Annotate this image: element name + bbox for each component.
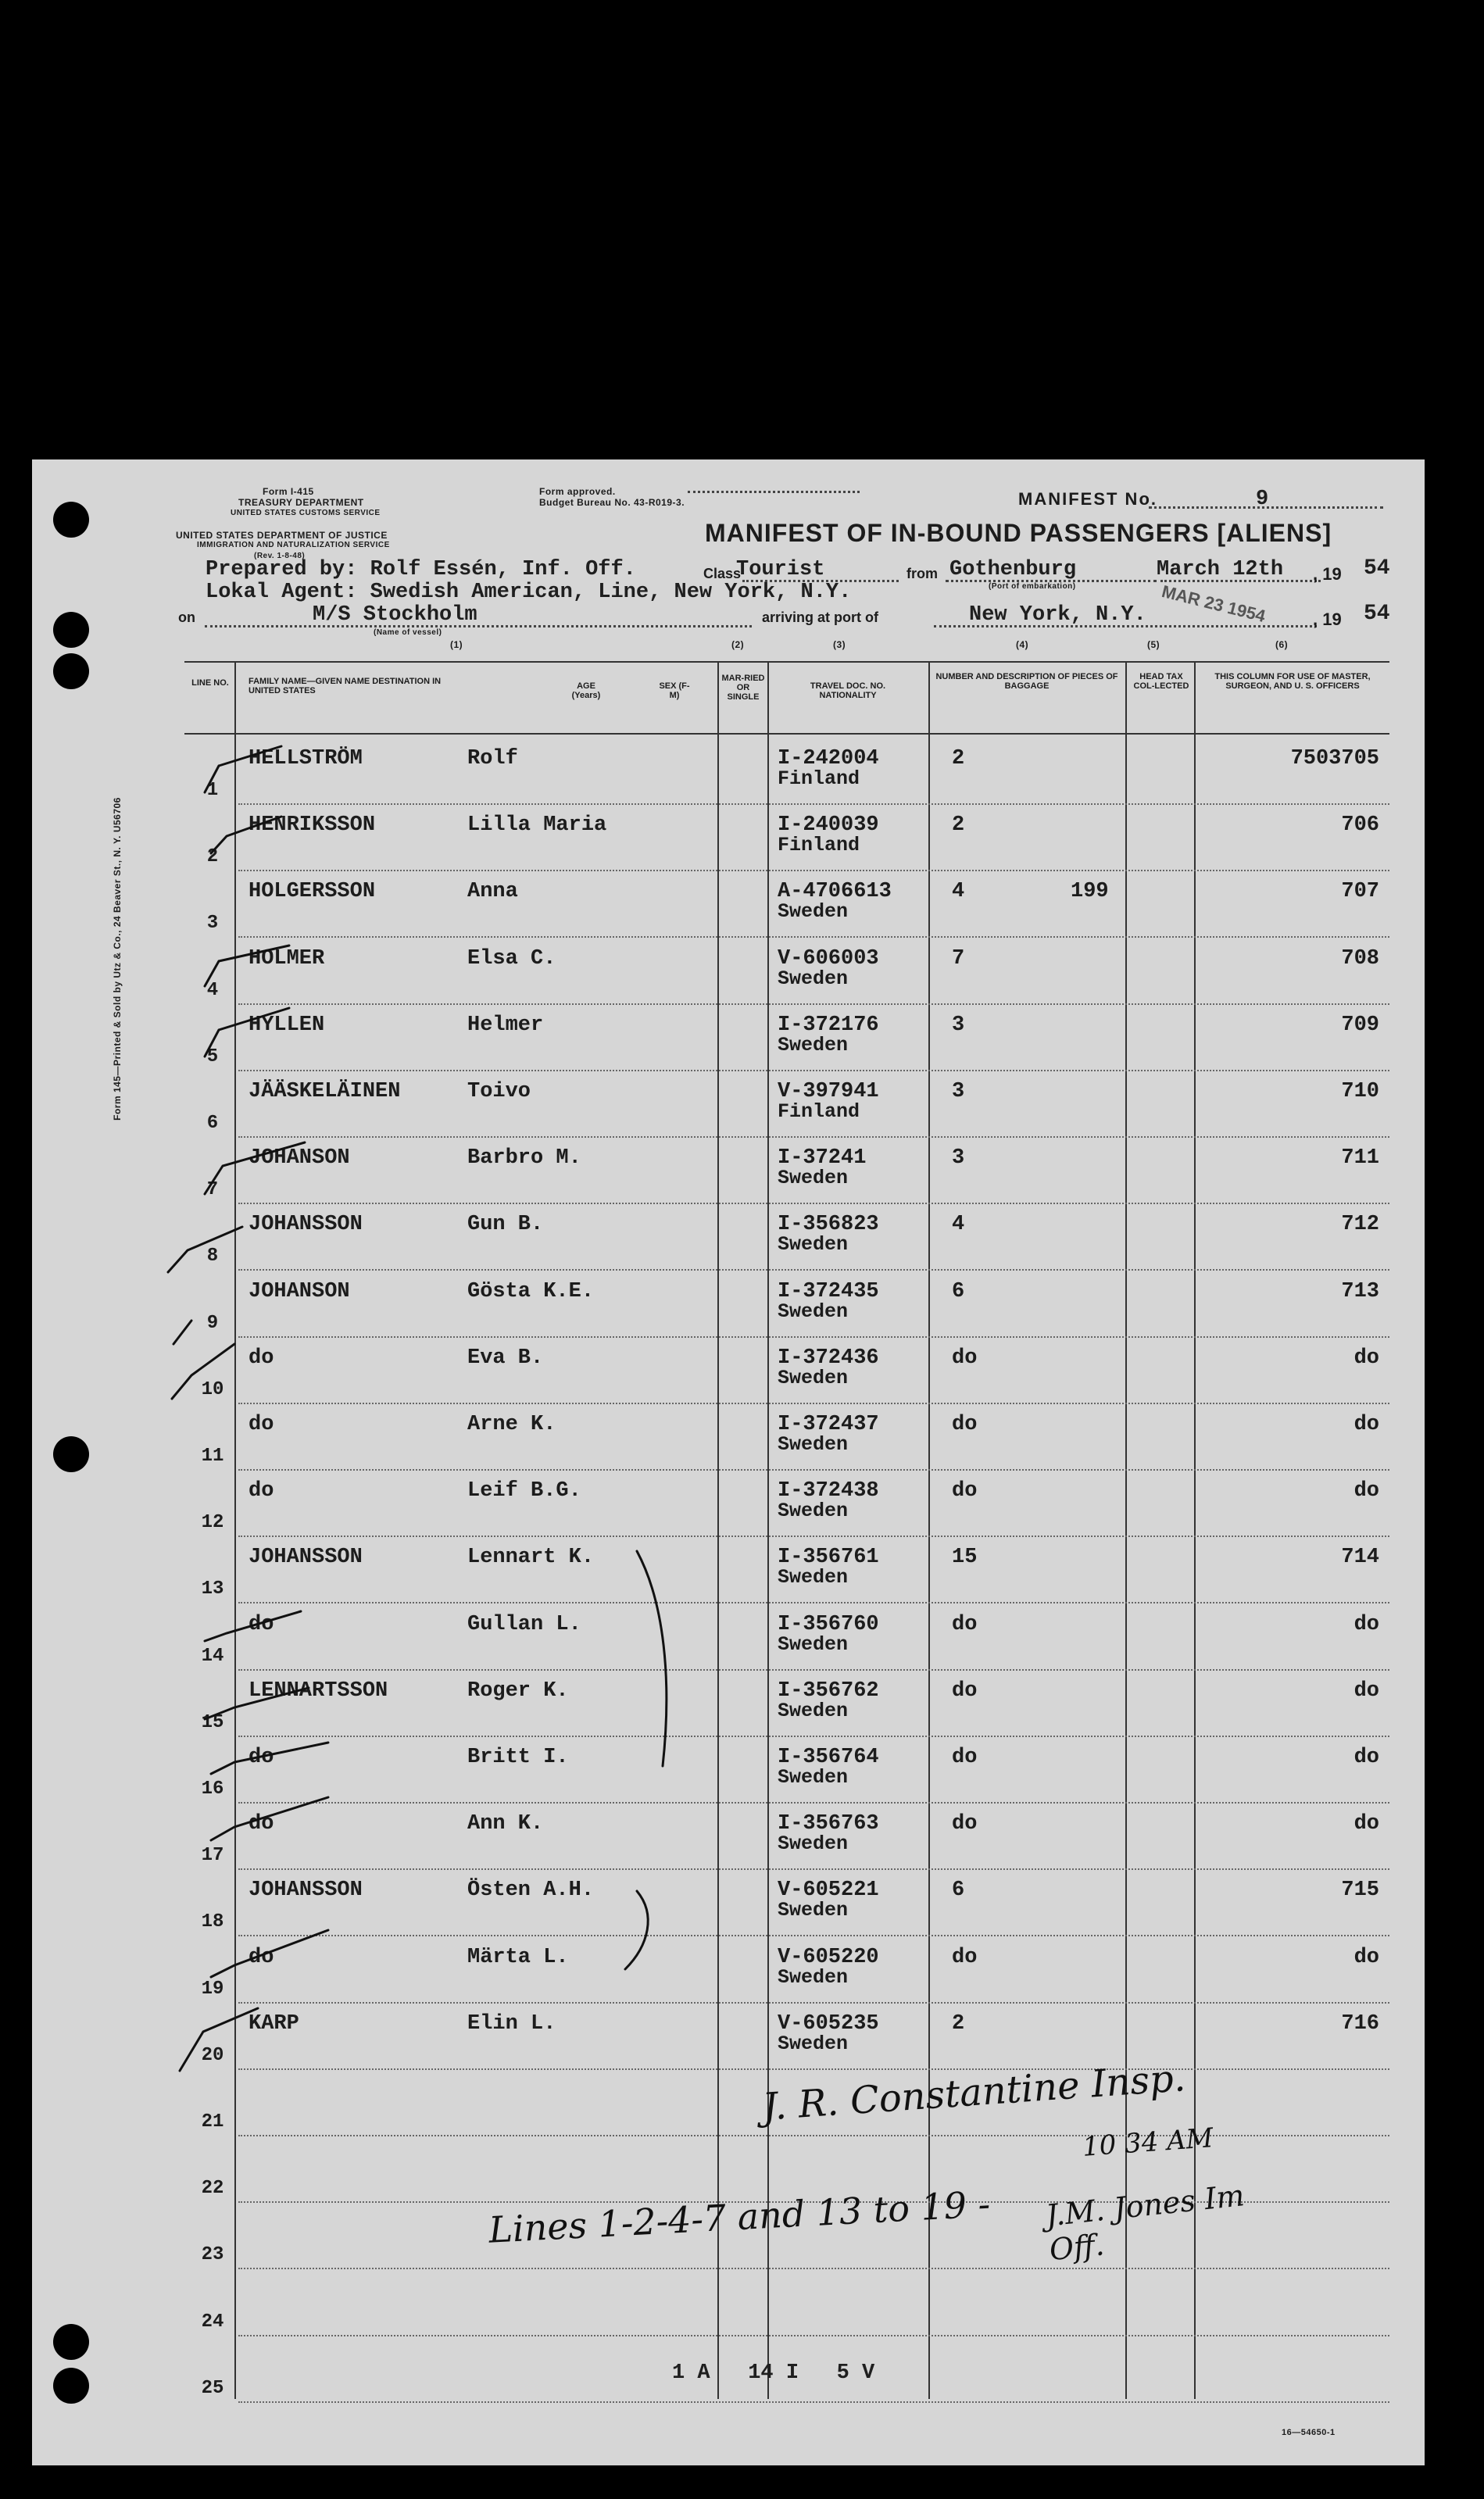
officer-number: do [1353, 1346, 1379, 1370]
col-header-line: LINE NO. [191, 678, 229, 688]
col-divider-line [234, 661, 236, 2399]
col-header-baggage: NUMBER AND DESCRIPTION OF PIECES OF BAGGAGE [935, 672, 1118, 691]
manifest-number: 9 [1256, 488, 1269, 511]
line-number: 22 [201, 2178, 224, 2200]
nationality: Sweden [778, 1832, 849, 1856]
footer-code: 16—54650-1 [1282, 2428, 1336, 2437]
line-number: 19 [201, 1978, 224, 2000]
nationality: Sweden [778, 1965, 849, 1989]
travel-doc-no: V-397941 [778, 1080, 879, 1103]
given-name: Leif B.G. [467, 1479, 581, 1503]
embark-year: 54 [1364, 556, 1390, 581]
customs-service: UNITED STATES CUSTOMS SERVICE [231, 509, 381, 517]
vessel-name: M/S Stockholm [313, 603, 477, 627]
nationality: Sweden [778, 900, 849, 924]
travel-doc-no: V-605221 [778, 1879, 879, 1903]
embark-date: March 12th [1157, 558, 1284, 581]
nationality: Sweden [778, 1033, 849, 1056]
nationality: Sweden [778, 2032, 849, 2055]
row-rule [238, 1935, 1389, 1936]
vessel-caption: (Name of vessel) [374, 628, 442, 637]
inspector-signature: J. R. Constantine Insp. [760, 2056, 1187, 2129]
nationality: Sweden [778, 1699, 849, 1722]
line-number: 15 [201, 1711, 224, 1733]
table-header-rule [184, 733, 1389, 735]
baggage-count: 2 [952, 2011, 965, 2036]
col-num-5: (5) [1147, 639, 1160, 650]
col-header-sex: SEX (F-M) [659, 681, 690, 700]
punch-hole [53, 502, 89, 538]
officer-number: 712 [1341, 1213, 1379, 1237]
given-name: Lennart K. [467, 1546, 595, 1570]
line-number: 17 [201, 1845, 224, 1867]
officer-initials: J.M. Jones Im Off. [1044, 2178, 1246, 2268]
travel-doc-no: V-605235 [778, 2011, 879, 2036]
punch-hole [53, 1436, 89, 1472]
family-name: LENNARTSSON [249, 1679, 388, 1703]
line-number: 6 [206, 1113, 219, 1134]
given-name: Elsa C. [467, 946, 556, 971]
line-number: 9 [206, 1312, 219, 1334]
printer-side-text: Form 145—Printed & Sold by Utz & Co., 24 Beaver St., N. Y. U56706 [112, 797, 123, 1121]
baggage-count: 2 [952, 747, 965, 770]
line-number: 8 [206, 1246, 219, 1267]
officer-number: do [1353, 1679, 1379, 1703]
row-rule [238, 1669, 1389, 1671]
officer-number: do [1353, 1945, 1379, 1969]
row-rule [238, 1802, 1389, 1804]
given-name: Helmer [467, 1013, 544, 1037]
baggage-count: 4 [952, 880, 965, 904]
officer-number: 707 [1341, 880, 1379, 904]
given-name: Arne K. [467, 1413, 556, 1436]
col-header-age: AGE (Years) [571, 681, 601, 700]
revision: (Rev. 1-8-48) [254, 552, 306, 560]
family-name: JOHANSON [249, 1279, 350, 1303]
row-rule [238, 1003, 1389, 1005]
row-rule [238, 1469, 1389, 1471]
baggage-count: 2 [952, 813, 965, 838]
line-number: 3 [206, 913, 219, 935]
row-rule [238, 2068, 1389, 2070]
col-header-married: MAR-RIED OR SINGLE [721, 674, 765, 702]
family-name: do [249, 1812, 274, 1836]
family-name: do [249, 1746, 274, 1769]
baggage-count: 6 [952, 1879, 965, 1903]
on-label: on [178, 610, 195, 625]
given-name: Märta L. [467, 1945, 569, 1969]
row-rule [238, 1602, 1389, 1603]
given-name: Ann K. [467, 1812, 544, 1836]
col-divider-married [717, 661, 719, 2399]
row-rule [238, 2335, 1389, 2336]
travel-doc-no: I-37241 [778, 1146, 867, 1171]
nationality: Sweden [778, 1500, 849, 1523]
punch-hole [53, 612, 89, 648]
manifest-title: MANIFEST OF IN-BOUND PASSENGERS [ALIENS] [705, 519, 1332, 547]
given-name: Gösta K.E. [467, 1279, 595, 1303]
officer-number: do [1353, 1413, 1379, 1436]
family-name: do [249, 1346, 274, 1370]
travel-doc-no: V-605220 [778, 1945, 879, 1969]
travel-doc-no: I-356760 [778, 1612, 879, 1636]
baggage-count: 3 [952, 1080, 965, 1103]
col-header-name: FAMILY NAME—GIVEN NAME DESTINATION IN UNITED STATES [249, 677, 442, 695]
arriving-label: arriving at port of [762, 610, 879, 625]
row-rule [238, 1336, 1389, 1338]
vessel-line [205, 625, 752, 627]
travel-doc-no: I-242004 [778, 747, 879, 770]
family-name: HOLGERSSON [249, 880, 376, 904]
budget-underline [688, 491, 860, 493]
family-name: do [249, 1612, 274, 1636]
nationality: Sweden [778, 1233, 849, 1257]
form-number: Form I-415 [263, 486, 314, 497]
line-number: 20 [201, 2044, 224, 2066]
family-name: KARP [249, 2011, 299, 2036]
line-number: 11 [201, 1446, 224, 1467]
nationality: Finland [778, 834, 860, 857]
travel-doc-no: A-4706613 [778, 880, 892, 904]
given-name: Anna [467, 880, 518, 904]
treasury-dept: TREASURY DEPARTMENT [238, 497, 364, 508]
budget-bureau: Budget Bureau No. 43-R019-3. [539, 497, 685, 508]
baggage-count: do [952, 1413, 978, 1436]
travel-doc-no: I-356762 [778, 1679, 879, 1703]
line-number: 10 [201, 1378, 224, 1400]
family-name: JOHANSSON [249, 1213, 363, 1237]
travel-doc-no: I-372435 [778, 1279, 879, 1303]
inspection-time: 10 34 AM [1081, 2122, 1214, 2163]
travel-doc-no: V-606003 [778, 946, 879, 971]
given-name: Gullan L. [467, 1612, 581, 1636]
baggage-count: 7 [952, 946, 965, 971]
officer-number: 713 [1341, 1279, 1379, 1303]
baggage-count: 15 [952, 1546, 978, 1570]
row-rule [238, 1736, 1389, 1737]
given-name: Gun B. [467, 1213, 544, 1237]
family-name: do [249, 1945, 274, 1969]
line-number: 2 [206, 846, 219, 868]
col-num-2: (2) [731, 639, 745, 650]
row-rule [238, 936, 1389, 938]
family-name: do [249, 1479, 274, 1503]
row-rule [238, 1403, 1389, 1404]
port-caption: (Port of embarkation) [989, 582, 1076, 591]
nationality: Sweden [778, 1566, 849, 1589]
given-name: Östen A.H. [467, 1879, 595, 1903]
nationality: Finland [778, 1100, 860, 1123]
baggage-count: do [952, 1346, 978, 1370]
row-rule [238, 870, 1389, 871]
nationality: Finland [778, 767, 860, 790]
officer-number: 715 [1341, 1879, 1379, 1903]
travel-doc-no: I-356763 [778, 1812, 879, 1836]
baggage-count: 4 [952, 1213, 965, 1237]
col-num-1: (1) [450, 639, 463, 650]
from-label: from [906, 566, 938, 581]
row-rule [238, 2002, 1389, 2004]
travel-doc-no: I-372176 [778, 1013, 879, 1037]
baggage-count: do [952, 1945, 978, 1969]
travel-doc-no: I-356764 [778, 1746, 879, 1769]
line-number: 24 [201, 2311, 224, 2333]
line-number: 18 [201, 1911, 224, 1933]
family-name: JÄÄSKELÄINEN [249, 1080, 401, 1103]
row-rule [238, 1868, 1389, 1870]
family-name: JOHANSON [249, 1146, 350, 1171]
baggage-count: 3 [952, 1013, 965, 1037]
family-name: do [249, 1413, 274, 1436]
baggage-count: do [952, 1479, 978, 1503]
officer-number: 709 [1341, 1013, 1379, 1037]
line-number: 25 [201, 2377, 224, 2399]
line-agent: Lokal Agent: Swedish American, Line, New York, N.Y. [206, 581, 852, 604]
line-number: 16 [201, 1779, 224, 1800]
form-approved: Form approved. [539, 486, 616, 497]
baggage-count: do [952, 1746, 978, 1769]
nationality: Sweden [778, 1632, 849, 1656]
given-name: Britt I. [467, 1746, 569, 1769]
col-divider-baggage [928, 661, 930, 2399]
row-rule [238, 1536, 1389, 1537]
nationality: Sweden [778, 1766, 849, 1789]
baggage-mark: 199 [1071, 880, 1109, 904]
baggage-count: do [952, 1679, 978, 1703]
baggage-count: 3 [952, 1146, 965, 1171]
punch-hole [53, 2368, 89, 2404]
col-header-use: THIS COLUMN FOR USE OF MASTER, SURGEON, AND U. S. OFFICERS [1214, 672, 1371, 691]
nationality: Sweden [778, 1899, 849, 1922]
baggage-count: do [952, 1612, 978, 1636]
col-header-tax: HEAD TAX COL-LECTED [1133, 672, 1189, 691]
travel-doc-no: I-372437 [778, 1413, 879, 1436]
line-number: 13 [201, 1578, 224, 1600]
line-number: 21 [201, 2111, 224, 2133]
given-name: Elin L. [467, 2011, 556, 2036]
table-top-rule [184, 661, 1389, 663]
nationality: Sweden [778, 1300, 849, 1323]
arrival-port: New York, N.Y. [969, 603, 1146, 627]
officer-number: 706 [1341, 813, 1379, 838]
given-name: Lilla Maria [467, 813, 607, 838]
row-rule [238, 2268, 1389, 2269]
arrival-year-prefix: , 19 [1313, 610, 1342, 629]
given-name: Roger K. [467, 1679, 569, 1703]
nationality: Sweden [778, 1433, 849, 1456]
col-divider-doc [767, 661, 769, 2399]
baggage-count: 6 [952, 1279, 965, 1303]
officer-number: do [1353, 1812, 1379, 1836]
col-header-doc: TRAVEL DOC. NO. NATIONALITY [810, 681, 886, 700]
officer-number: 710 [1341, 1080, 1379, 1103]
line-number: 1 [206, 780, 219, 801]
prepared-by: Prepared by: Rolf Essén, Inf. Off. [206, 558, 636, 581]
officer-number: do [1353, 1479, 1379, 1503]
col-num-6: (6) [1275, 639, 1289, 650]
row-rule [238, 1070, 1389, 1071]
family-name: HELLSTRÖM [249, 747, 363, 770]
given-name: Eva B. [467, 1346, 544, 1370]
family-name: JOHANSSON [249, 1546, 363, 1570]
travel-doc-no: I-372436 [778, 1346, 879, 1370]
nationality: Sweden [778, 1167, 849, 1190]
family-name: HENRIKSSON [249, 813, 376, 838]
row-rule [238, 1203, 1389, 1204]
officer-number: do [1353, 1746, 1379, 1769]
officer-number: 716 [1341, 2011, 1379, 2036]
punch-hole [53, 653, 89, 689]
officer-number: 714 [1341, 1546, 1379, 1570]
travel-doc-no: I-356823 [778, 1213, 879, 1237]
officer-number: 711 [1341, 1146, 1379, 1171]
line-number: 12 [201, 1512, 224, 1534]
line-number: 4 [206, 979, 219, 1001]
class-value: Tourist [736, 558, 825, 581]
class-label: Class [703, 566, 742, 581]
row-rule [238, 1269, 1389, 1271]
ins-service: IMMIGRATION AND NATURALIZATION SERVICE [197, 541, 390, 549]
travel-doc-no: I-356761 [778, 1546, 879, 1570]
given-name: Rolf [467, 747, 518, 770]
line-number: 14 [201, 1645, 224, 1667]
line-number: 5 [206, 1046, 219, 1067]
officer-number: 708 [1341, 946, 1379, 971]
travel-doc-no: I-372438 [778, 1479, 879, 1503]
line-number: 7 [206, 1179, 219, 1201]
year-prefix: , 19 [1313, 564, 1342, 584]
family-name: JOHANSSON [249, 1879, 363, 1903]
col-num-3: (3) [833, 639, 846, 650]
punch-hole [53, 2324, 89, 2360]
lines-note: Lines 1-2-4-7 and 13 to 19 - [488, 2183, 992, 2251]
arrival-date-stamp: MAR 23 1954 [1160, 581, 1268, 627]
given-name: Toivo [467, 1080, 531, 1103]
summary-totals: 1 A 14 I 5 V [672, 2361, 875, 2385]
nationality: Sweden [778, 967, 849, 990]
row-rule [238, 803, 1389, 805]
officer-number: 7503705 [1290, 747, 1379, 770]
nationality: Sweden [778, 1366, 849, 1389]
manifest-number-label: MANIFEST No. [1018, 489, 1157, 509]
arrival-year: 54 [1364, 602, 1390, 626]
port-of-embarkation: Gothenburg [949, 558, 1077, 581]
row-rule [238, 2401, 1389, 2403]
line-number: 23 [201, 2244, 224, 2266]
family-name: HOLMER [249, 946, 325, 971]
travel-doc-no: I-240039 [778, 813, 879, 838]
row-rule [238, 1136, 1389, 1138]
col-num-4: (4) [1016, 639, 1029, 650]
baggage-count: do [952, 1812, 978, 1836]
family-name: HYLLEN [249, 1013, 325, 1037]
justice-dept: UNITED STATES DEPARTMENT OF JUSTICE [176, 530, 388, 541]
row-rule [238, 2135, 1389, 2136]
given-name: Barbro M. [467, 1146, 581, 1171]
officer-number: do [1353, 1612, 1379, 1636]
